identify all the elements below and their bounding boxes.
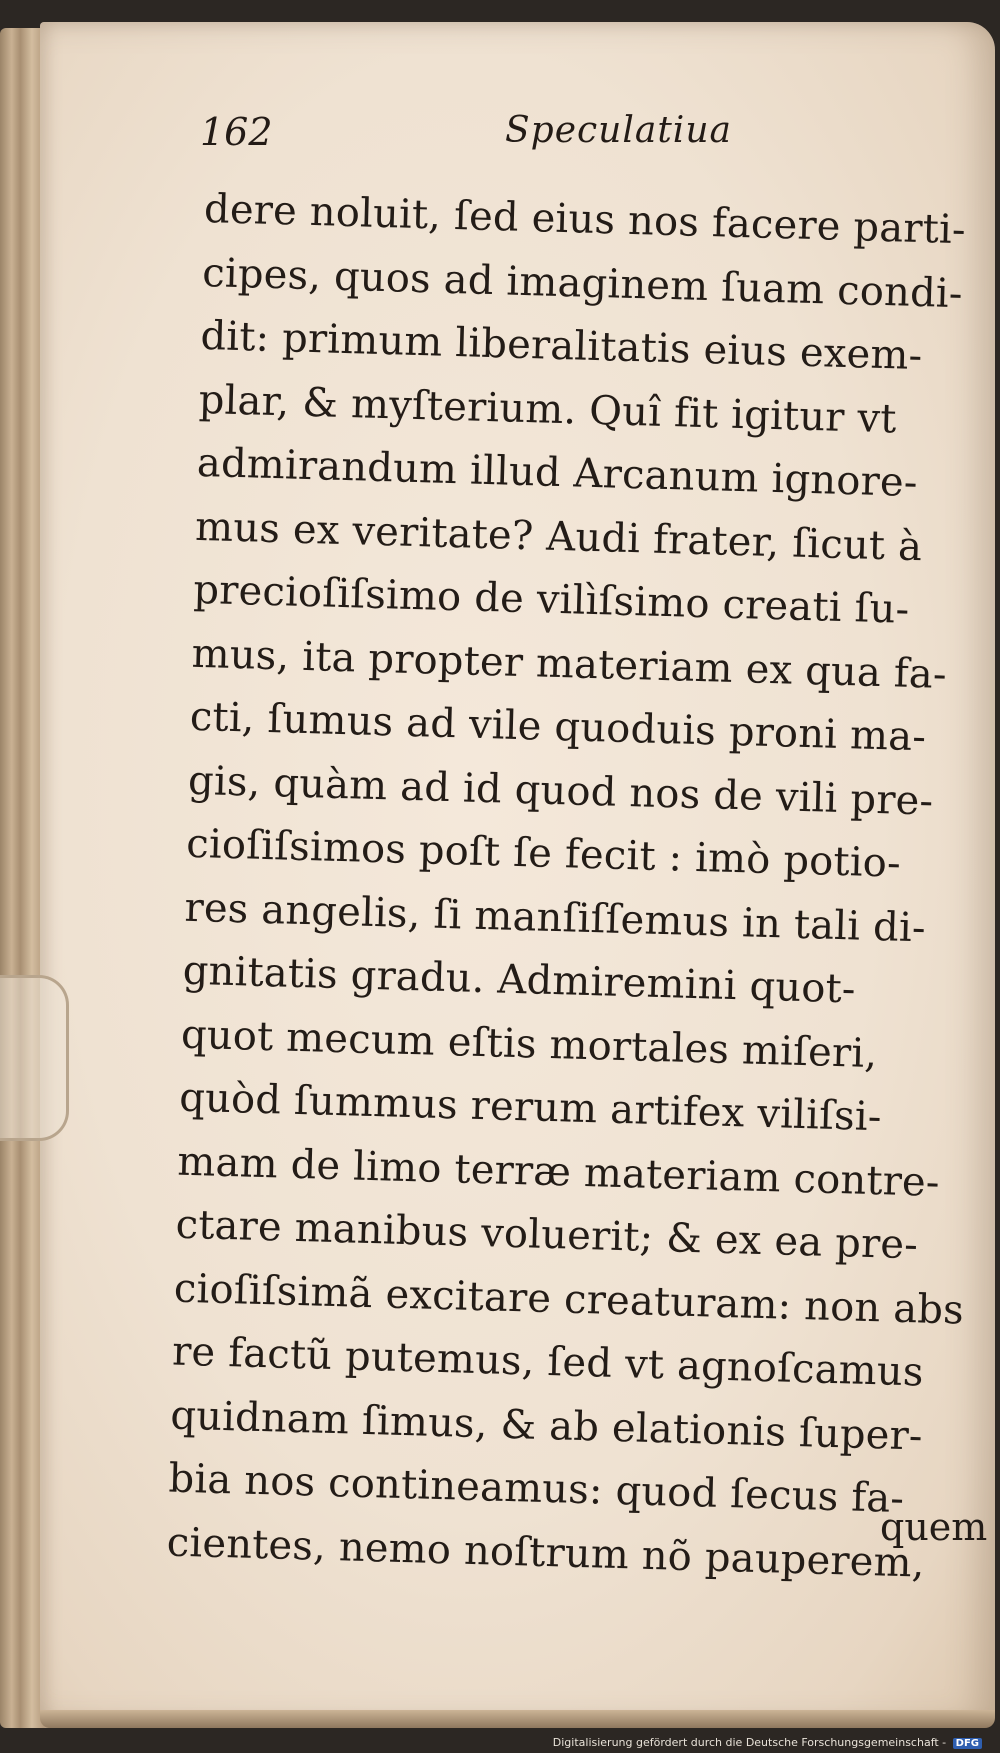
text-line: mus ex veritate? Audi frater, ſicut à (194, 503, 923, 570)
text-line: gnitatis gradu. Admiremini quot- (182, 947, 857, 1013)
text-line: quidnam ſimus, & ab elationis ſuper- (169, 1392, 924, 1460)
text-line: re factũ putemus, ſed vt agnoſcamus (171, 1328, 925, 1396)
text-line: dere noluit, ſed eius nos facere parti- (203, 185, 967, 254)
page-number: 162 (200, 110, 273, 154)
bookmark-clip (0, 975, 69, 1141)
text-line: cti, ſumus ad vile quoduis proni ma- (189, 693, 927, 761)
credit-text: Digitalisierung gefördert durch die Deutsche Forschungsgemeinschaft - (552, 1736, 947, 1749)
text-line: quot mecum eſtis mortales miſeri, (180, 1011, 878, 1077)
text-line: cioſiſsimos poſt ſe fecit : imò potio- (185, 820, 902, 887)
text-line: dit: primum liberalitatis eius exem- (199, 312, 923, 380)
text-line: mam de limo terræ materiam contre- (176, 1138, 941, 1206)
text-line: precioſiſsimo de vilìſsimo creati ſu- (192, 566, 910, 633)
text-block (166, 178, 995, 1597)
text-line: ctare manibus voluerit; & ex ea pre- (175, 1201, 919, 1269)
text-line: cientes, nemo noſtrum nõ pauperem, (166, 1518, 926, 1587)
text-line: gis, quàm ad id quod nos de vili pre- (187, 757, 934, 825)
text-line: res angelis, ſi manſiſſemus in tali di- (183, 884, 927, 951)
text-line: cioſiſsimã excitare creaturam: non abs (173, 1265, 965, 1334)
text-line: cipes, quos ad imaginem ſuam condi- (201, 249, 964, 317)
text-line: plar, & myſterium. Quî fit igitur vt (198, 376, 898, 442)
digitization-credit (553, 1736, 982, 1749)
running-head: Speculatiua (505, 110, 732, 151)
catchword: quem (880, 1505, 988, 1549)
dfg-logo: DFG (953, 1738, 982, 1749)
text-line: bia nos contineamus: quod ſecus fa- (168, 1455, 905, 1523)
page-bottom-edge (40, 1710, 995, 1728)
text-line: mus, ita propter materiam ex qua fa- (191, 630, 948, 698)
text-line: admirandum illud Arcanum ignore- (196, 439, 919, 507)
page-header (200, 110, 800, 170)
text-line: quòd ſummus rerum artifex viliſsi- (178, 1074, 883, 1141)
